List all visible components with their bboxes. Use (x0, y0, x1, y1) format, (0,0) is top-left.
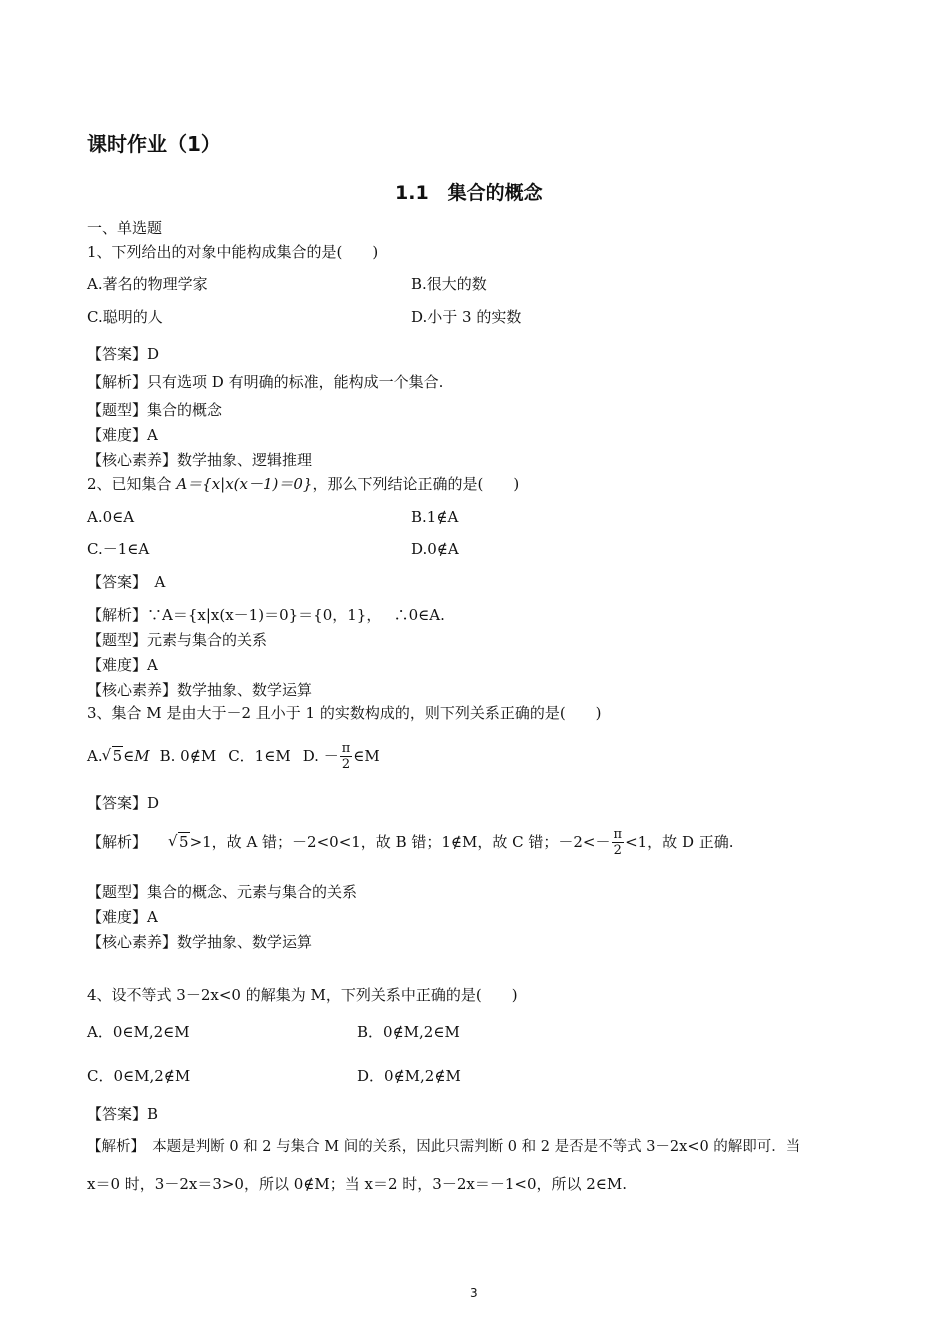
q4-option-c: C．0∈M,2∉M (87, 1067, 191, 1085)
pi-over-two-fraction (612, 827, 625, 858)
q4-stem: 4、设不等式 3－2x<0 的解集为 M，下列关系中正确的是( ) (87, 986, 518, 1004)
q3-radicand: 5 (112, 747, 123, 765)
q3-option-d-suffix: ∈M (353, 747, 380, 765)
q1-type: 【题型】集合的概念 (87, 401, 223, 419)
q3-option-a-prefix: A. (87, 747, 103, 765)
section-title: 1.1 集合的概念 (395, 182, 543, 204)
q4-option-a: A．0∈M,2∈M (87, 1023, 190, 1041)
q2-option-a: A.0∈A (87, 508, 135, 526)
q2-stem-pre: 2、已知集合 (87, 475, 177, 493)
q1-option-d: D.小于 3 的实数 (411, 308, 522, 326)
q4-analysis-line2: x＝0 时，3－2x＝3>0，所以 0∉M；当 x＝2 时，3－2x＝－1<0，所以 2∈M. (87, 1175, 628, 1193)
q4-option-b: B．0∉M,2∈M (357, 1023, 460, 1041)
q3-literacy: 【核心素养】数学抽象、数学运算 (87, 933, 313, 951)
q3-option-d-prefix: D. － (302, 747, 339, 765)
q2-option-b: B.1∉A (411, 508, 459, 526)
q4-answer: 【答案】B (87, 1105, 159, 1123)
q3-stem: 3、集合 M 是由大于－2 且小于 1 的实数构成的，则下列关系正确的是( ) (87, 704, 602, 722)
q3-analysis-radicand: 5 (179, 833, 189, 851)
q4-analysis-line1: 【解析】 本题是判断 0 和 2 与集合 M 间的关系，因此只需判断 0 和 2 是否是不等式 3－2x<0 的解即可．当 (87, 1139, 801, 1155)
q2-stem-post: ，那么下列结论正确的是( ) (312, 475, 520, 493)
q3-answer: 【答案】D (87, 794, 160, 812)
q3-analysis-label: 【解析】 (87, 833, 148, 851)
q3-analysis (87, 824, 734, 860)
q3-option-c: C．1∈M (228, 747, 291, 765)
q2-analysis-label: 【解析】 (87, 606, 148, 624)
fraction-denominator: 2 (613, 842, 622, 858)
fraction-denominator: 2 (341, 756, 351, 772)
q3-difficulty: 【难度】A (87, 908, 158, 926)
q2-option-c: C.－1∈A (87, 540, 150, 558)
q1-option-b: B.很大的数 (411, 275, 487, 293)
q1-analysis: 【解析】只有选项 D 有明确的标准，能构成一个集合. (87, 373, 444, 391)
part-label: 一、单选题 (87, 219, 163, 237)
q1-stem: 1、下列给出的对象中能构成集合的是( ) (87, 243, 379, 261)
q3-analysis-part1: >1，故 A 错；－2<0<1，故 B 错；1∉M，故 C 错；－2<－ (189, 833, 611, 851)
fraction-numerator: π (341, 740, 351, 756)
q3-option-a-suffix: ∈M (123, 747, 150, 765)
pi-over-two-fraction (340, 741, 353, 772)
q2-option-d: D.0∉A (411, 540, 459, 558)
q1-option-c: C.聪明的人 (87, 308, 163, 326)
q3-option-b: B. 0∉M (159, 747, 217, 765)
q1-literacy: 【核心素养】数学抽象、逻辑推理 (87, 451, 313, 469)
fraction-numerator: π (613, 826, 623, 842)
q1-answer: 【答案】D (87, 345, 160, 363)
q2-literacy: 【核心素养】数学抽象、数学运算 (87, 681, 313, 699)
q4-option-d: D．0∉M,2∉M (357, 1067, 461, 1085)
q2-stem (87, 474, 519, 494)
sqrt-symbol (169, 832, 190, 852)
q2-type: 【题型】元素与集合的关系 (87, 631, 268, 649)
q2-analysis (87, 605, 445, 625)
q2-analysis-text: ∵A＝{x|x(x－1)＝0}＝{0，1}， ∴0∈A. (147, 606, 445, 624)
q1-option-a: A.著名的物理学家 (87, 275, 208, 293)
q3-options (87, 738, 380, 774)
sqrt-symbol (103, 746, 124, 766)
q3-analysis-part2: <1，故 D 正确. (625, 833, 734, 851)
q2-answer: 【答案】 A (87, 573, 166, 591)
q2-stem-math: A＝{x|x(x－1)＝0} (176, 475, 313, 493)
q2-difficulty: 【难度】A (87, 656, 158, 674)
page-title: 课时作业（1） (87, 132, 221, 156)
q3-type: 【题型】集合的概念、元素与集合的关系 (87, 883, 358, 901)
q1-difficulty: 【难度】A (87, 426, 158, 444)
page-number: 3 (470, 1286, 478, 1300)
